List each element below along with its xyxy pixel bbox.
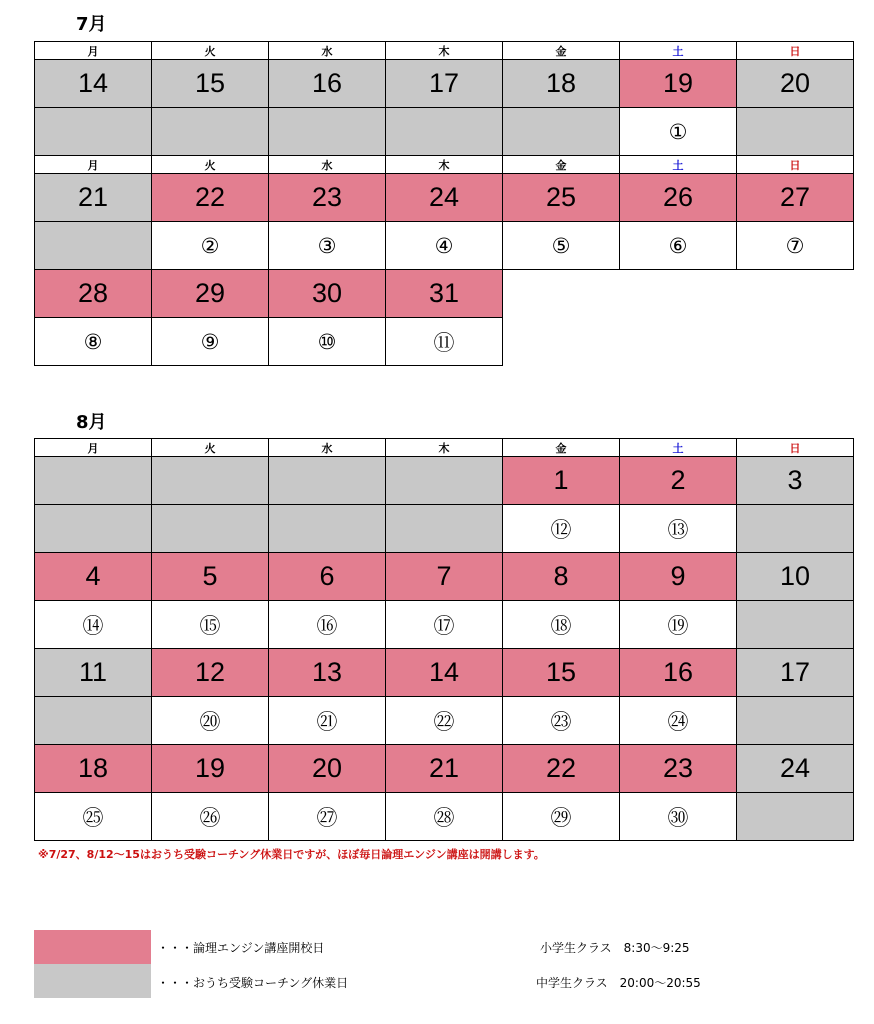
july-title: 7月	[76, 14, 107, 35]
day-cell: 21	[35, 174, 152, 222]
session-number: ㉖	[152, 793, 269, 841]
session-number: ②	[152, 222, 269, 270]
day-cell: 16	[620, 649, 737, 697]
weekday-fri: 金	[503, 156, 620, 174]
legend-holiday-swatch	[34, 964, 151, 998]
day-cell: 23	[620, 745, 737, 793]
session-number: ⑧	[35, 318, 152, 366]
legend-open-label: ・・・論理エンジン講座開校日	[157, 941, 325, 955]
august-title: 8月	[76, 412, 107, 433]
day-cell: 27	[737, 174, 854, 222]
session-cell	[152, 505, 269, 553]
weekday-tue: 火	[152, 42, 269, 60]
weekday-thu: 木	[386, 439, 503, 457]
session-number: ⑫	[503, 505, 620, 553]
session-number: ⑭	[35, 601, 152, 649]
session-number: ⑨	[152, 318, 269, 366]
day-cell: 3	[737, 457, 854, 505]
day-cell	[35, 457, 152, 505]
session-number: ⑩	[269, 318, 386, 366]
day-cell: 28	[35, 270, 152, 318]
weekday-mon: 月	[35, 156, 152, 174]
day-cell: 14	[35, 60, 152, 108]
day-cell: 23	[269, 174, 386, 222]
weekday-thu: 木	[386, 156, 503, 174]
day-cell: 17	[386, 60, 503, 108]
weekday-tue: 火	[152, 439, 269, 457]
session-cell	[737, 505, 854, 553]
session-number: ①	[620, 108, 737, 156]
weekday-sat: 土	[620, 42, 737, 60]
session-number: ㉕	[35, 793, 152, 841]
day-cell: 26	[620, 174, 737, 222]
day-cell: 20	[737, 60, 854, 108]
day-cell: 4	[35, 553, 152, 601]
session-cell	[35, 697, 152, 745]
session-number: ⑳	[152, 697, 269, 745]
session-number: ⑱	[503, 601, 620, 649]
session-cell	[269, 505, 386, 553]
session-cell	[386, 108, 503, 156]
day-cell: 16	[269, 60, 386, 108]
day-cell: 29	[152, 270, 269, 318]
day-cell: 5	[152, 553, 269, 601]
weekday-mon: 月	[35, 42, 152, 60]
session-number: ㉘	[386, 793, 503, 841]
session-number: ㉙	[503, 793, 620, 841]
session-number: ㉓	[503, 697, 620, 745]
day-cell: 17	[737, 649, 854, 697]
day-cell: 19	[620, 60, 737, 108]
session-cell	[269, 108, 386, 156]
day-cell: 24	[386, 174, 503, 222]
session-number: ㉚	[620, 793, 737, 841]
day-cell: 2	[620, 457, 737, 505]
session-cell	[737, 697, 854, 745]
day-cell: 20	[269, 745, 386, 793]
day-cell: 9	[620, 553, 737, 601]
session-number: ⑪	[386, 318, 503, 366]
weekday-fri: 金	[503, 439, 620, 457]
weekday-sat: 土	[620, 439, 737, 457]
legend-open-swatch	[34, 930, 151, 964]
weekday-fri: 金	[503, 42, 620, 60]
session-cell	[35, 505, 152, 553]
day-cell: 8	[503, 553, 620, 601]
session-number: ⑮	[152, 601, 269, 649]
weekday-sun: 日	[737, 439, 854, 457]
day-cell: 30	[269, 270, 386, 318]
session-number: ⑤	[503, 222, 620, 270]
weekday-tue: 火	[152, 156, 269, 174]
session-cell	[737, 793, 854, 841]
session-number: ㉒	[386, 697, 503, 745]
session-cell	[35, 108, 152, 156]
session-cell	[386, 505, 503, 553]
day-cell: 7	[386, 553, 503, 601]
day-cell: 1	[503, 457, 620, 505]
session-number: ④	[386, 222, 503, 270]
day-cell: 25	[503, 174, 620, 222]
day-cell: 6	[269, 553, 386, 601]
session-cell	[737, 601, 854, 649]
holiday-note: ※7/27、8/12〜15はおうち受験コーチング休業日ですが、ほぼ毎日論理エンジン講座は開講します。	[38, 848, 545, 861]
day-cell: 18	[503, 60, 620, 108]
weekday-wed: 水	[269, 439, 386, 457]
session-number: ⑦	[737, 222, 854, 270]
session-number: ㉑	[269, 697, 386, 745]
weekday-sat: 土	[620, 156, 737, 174]
session-cell	[35, 222, 152, 270]
day-cell: 19	[152, 745, 269, 793]
day-cell: 15	[152, 60, 269, 108]
weekday-mon: 月	[35, 439, 152, 457]
session-number: ③	[269, 222, 386, 270]
weekday-wed: 水	[269, 156, 386, 174]
session-number: ⑲	[620, 601, 737, 649]
session-number: ㉗	[269, 793, 386, 841]
session-cell	[152, 108, 269, 156]
weekday-sun: 日	[737, 42, 854, 60]
day-cell: 22	[152, 174, 269, 222]
july-calendar	[34, 41, 854, 366]
elementary-class-time: 小学生クラス 8:30〜9:25	[540, 941, 690, 955]
session-number: ⑬	[620, 505, 737, 553]
day-cell	[152, 457, 269, 505]
legend-holiday-label: ・・・おうち受験コーチング休業日	[157, 976, 349, 990]
day-cell: 11	[35, 649, 152, 697]
session-cell	[503, 108, 620, 156]
day-cell: 15	[503, 649, 620, 697]
session-number: ⑰	[386, 601, 503, 649]
day-cell: 18	[35, 745, 152, 793]
day-cell: 24	[737, 745, 854, 793]
day-cell: 21	[386, 745, 503, 793]
session-number: ㉔	[620, 697, 737, 745]
august-calendar	[34, 438, 854, 841]
day-cell	[269, 457, 386, 505]
weekday-thu: 木	[386, 42, 503, 60]
session-cell	[737, 108, 854, 156]
weekday-wed: 水	[269, 42, 386, 60]
day-cell: 31	[386, 270, 503, 318]
day-cell	[386, 457, 503, 505]
day-cell: 22	[503, 745, 620, 793]
day-cell: 12	[152, 649, 269, 697]
session-number: ⑥	[620, 222, 737, 270]
middle-class-time: 中学生クラス 20:00〜20:55	[536, 976, 701, 990]
day-cell: 14	[386, 649, 503, 697]
day-cell: 10	[737, 553, 854, 601]
session-number: ⑯	[269, 601, 386, 649]
weekday-sun: 日	[737, 156, 854, 174]
day-cell: 13	[269, 649, 386, 697]
